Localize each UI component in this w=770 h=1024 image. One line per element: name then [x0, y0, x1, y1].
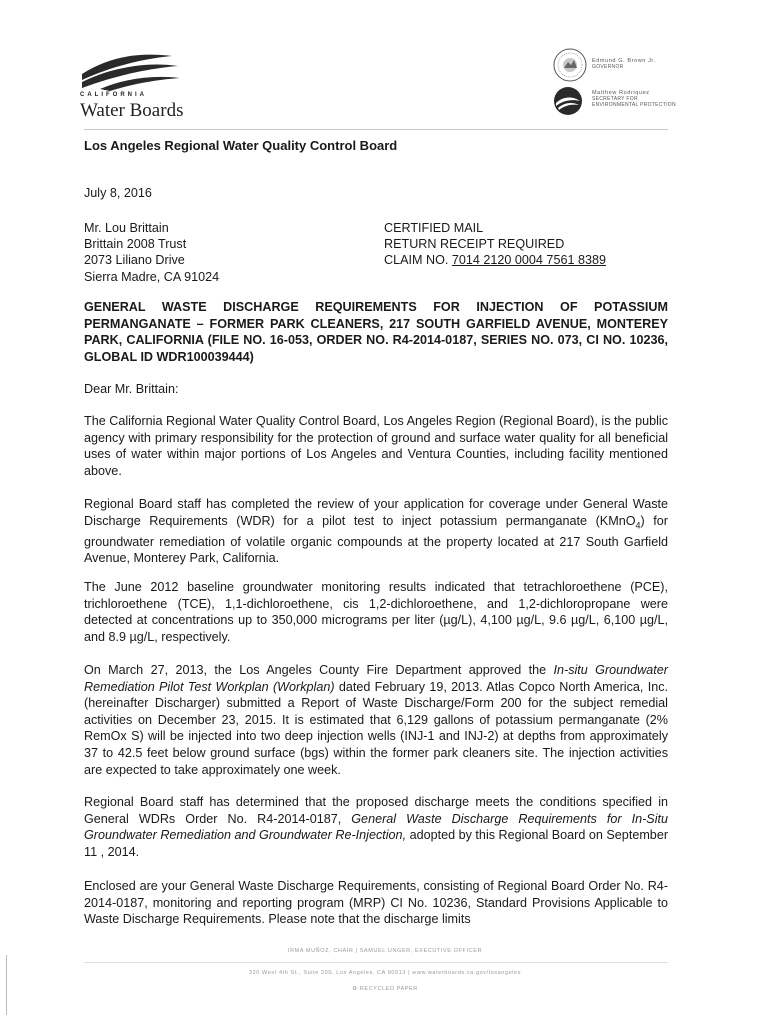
- recycle-icon: ♻: [352, 986, 360, 992]
- paragraph-4-part-a: On March 27, 2013, the Los Angeles County Fire Department approved the: [84, 663, 554, 677]
- logo-state-text: CALIFORNIA: [80, 92, 147, 98]
- secretary-block: [592, 90, 676, 108]
- state-seal-icon: [553, 48, 587, 82]
- return-receipt-label: RETURN RECEIPT REQUIRED: [384, 237, 565, 252]
- recipient-line: Mr. Lou Brittain: [84, 221, 169, 235]
- paragraph-2: [84, 496, 668, 567]
- header-divider: [84, 129, 668, 130]
- letter-date: July 8, 2016: [84, 186, 152, 200]
- recipient-line: Sierra Madre, CA 91024: [84, 269, 220, 284]
- calepa-logo-icon: [553, 86, 583, 116]
- certified-mail-label: CERTIFIED MAIL: [384, 221, 484, 235]
- claim-prefix: CLAIM NO.: [384, 253, 452, 268]
- governor-name: Edmund G. Brown Jr.: [592, 58, 656, 64]
- paragraph-2-part-b: ) for groundwater remediation of volatile organic compounds at the property located at 217 South Garfield Avenue, Monterey Park, California.: [84, 513, 668, 566]
- recipient-line: 2073 Liliano Drive: [84, 253, 185, 268]
- wave-logo-icon: [80, 48, 230, 92]
- footer-recycled: [0, 986, 770, 992]
- footer-address: 320 West 4th St., Suite 200, Los Angeles, CA 90013 | www.waterboards.ca.gov/losangeles: [248, 970, 522, 976]
- chemical-subscript: 4: [635, 520, 641, 531]
- subject-heading: GENERAL WASTE DISCHARGE REQUIREMENTS FOR INJECTION OF POTASSIUM PERMANGANATE – FORMER PARK CLEANERS, 217 SOUTH GARFIELD AVENUE, MONTEREY PARK, CALIFORNIA (FILE NO. 16-053, ORDER NO. R4-2014-0187, SERIES NO. 073, CI NO. 10236, GLOBAL ID WDR100039444): [84, 300, 668, 364]
- general-wdr-title: General Waste Discharge Requirements for In-Situ Groundwater Remediation and Groundwater Re-Injection,: [84, 811, 668, 843]
- secretary-name: Matthew Rodriquez: [592, 90, 650, 96]
- paragraph-5: [84, 794, 668, 860]
- governor-title: GOVERNOR: [592, 64, 624, 70]
- water-boards-logo: [80, 48, 230, 120]
- paragraph-3: The June 2012 baseline groundwater monitoring results indicated that tetrachloroethene (PCE), trichloroethene (TCE), 1,1-dichloroethene, cis 1,2-dichloroethene, and 1,2-dichloropropane were detected at concentrations up to 350,000 micrograms per liter (µg/L), 4,100 µg/L, 9.6 µg/L, 6,100 µg/L, and 8.9 µg/L, respectively.: [84, 580, 668, 644]
- recipient-address: [84, 220, 219, 285]
- claim-number: 7014 2120 0004 7561 8389: [451, 253, 606, 268]
- paragraph-4: [84, 662, 668, 778]
- recipient-line: Brittain 2008 Trust: [84, 237, 187, 252]
- scan-edge-mark: [6, 955, 7, 1015]
- footer-divider: [84, 962, 668, 963]
- logo-name-text: Water Boards: [80, 100, 184, 121]
- secretary-title-1: SECRETARY FOR: [592, 96, 638, 102]
- workplan-title: In-situ Groundwater Remediation Pilot Test Workplan (Workplan): [84, 663, 668, 694]
- footer-officers: IRMA MUÑOZ, CHAIR | SAMUEL UNGER, EXECUTIVE OFFICER: [287, 948, 483, 954]
- recycled-paper-text: RECYCLED PAPER: [359, 986, 418, 992]
- paragraph-2-part-a: Regional Board staff has completed the review of your application for coverage under General Waste Discharge Requirements (WDR) for a pilot test to inject potassium permanganate (KMnO: [84, 497, 668, 528]
- paragraph-5-part-a: Regional Board staff has determined that the proposed discharge meets the conditions specified in General WDRs Order No. R4-2014-0187,: [84, 795, 668, 826]
- salutation: Dear Mr. Brittain:: [84, 382, 179, 396]
- mail-notice: [384, 220, 606, 269]
- claim-line: [384, 252, 606, 268]
- board-name: Los Angeles Regional Water Quality Control Board: [84, 138, 398, 153]
- paragraph-5-part-b: adopted by this Regional Board on September 11 , 2014.: [84, 828, 669, 859]
- paragraph-4-part-b: dated February 19, 2013. Atlas Copco North America, Inc. (hereinafter Discharger) submitted a Report of Waste Discharge/Form 200 for the subject remedial activities on December 23, 2015. It is estimated that 6,129 gallons of potassium permanganate (2% RemOx S) will be injected into two deep injection wells (INJ-1 and INJ-2) at depths from approximately 37 to 42.5 feet below ground surface (bgs) within the former park cleaners site. The injection activities are expected to take approximately one week.: [84, 679, 668, 777]
- governor-block: [592, 58, 656, 70]
- secretary-title-2: ENVIRONMENTAL PROTECTION: [592, 102, 676, 108]
- paragraph-6: Enclosed are your General Waste Discharge Requirements, consisting of Regional Board Order No. R4- 2014-0187, monitoring and reporting program (MRP) CI No. 10236, Standard Provisions Applicable to Waste Discharge Requirements. Please note that the discharge limits: [84, 879, 668, 927]
- paragraph-1: The California Regional Water Quality Control Board, Los Angeles Region (Regional Board), is the public agency with primary responsibility for the protection of ground and surface water quality for all beneficial uses of water within major portions of Los Angeles and Ventura Counties, including facility mentioned above.: [84, 414, 668, 478]
